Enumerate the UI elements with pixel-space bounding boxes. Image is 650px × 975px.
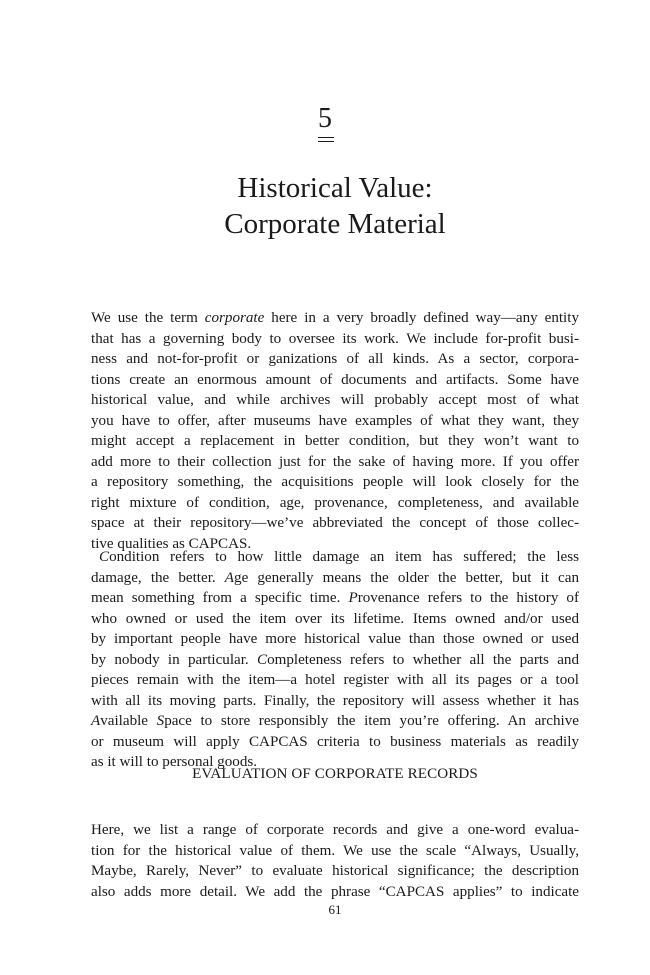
text-line: as it will to personal goods. — [91, 754, 258, 771]
text-line: might accept a replacement in better condition, but they won’t want to — [91, 433, 579, 450]
text-line: with all its moving parts. Finally, the repository will assess whether it has — [91, 692, 579, 709]
emphasis-text: S — [156, 713, 165, 730]
body-paragraph — [91, 308, 579, 555]
text-line: damage, the better. Age generally means the older the better, but it can — [91, 569, 579, 586]
text-line: or museum will apply CAPCAS criteria to business materials as readily — [91, 733, 579, 750]
text-line: tions create an enormous amount of documents and artifacts. Some have — [91, 371, 579, 388]
text-line: also adds more detail. We add the phrase “CAPCAS applies” to indicate — [91, 883, 579, 900]
text-line: We use the term corporate here in a very broadly defined way—any entity — [91, 310, 579, 326]
chapter-number-rule — [318, 137, 334, 142]
text-line: that has a governing body to oversee its work. We include for-profit busi- — [91, 330, 579, 347]
section-heading: EVALUATION OF CORPORATE RECORDS — [192, 766, 478, 782]
text-line: by important people have more historical value than those owned or used — [91, 631, 579, 648]
text-line: right mixture of condition, age, provenance, completeness, and available — [91, 494, 579, 511]
text-line: space at their repository—we’ve abbreviated the concept of those collec- — [91, 515, 579, 532]
chapter-title-line: Corporate Material — [224, 208, 446, 240]
text-line: by nobody in particular. Completeness refers to whether all the parts and — [91, 651, 579, 668]
text-line: who owned or used the item over its lifetime. Items owned and/or used — [91, 610, 579, 627]
body-paragraph — [91, 547, 579, 773]
text-line: Maybe, Rarely, Never” to evaluate historical significance; the description — [91, 863, 579, 880]
emphasis-text: C — [99, 549, 110, 565]
chapter-number: 5 — [318, 103, 332, 134]
text-line: Here, we list a range of corporate records and give a one-word evalua- — [91, 822, 579, 838]
text-line: Available Space to store responsibly the item you’re offering. An archive — [91, 713, 579, 730]
emphasis-text: A — [224, 569, 235, 586]
text-line: a repository something, the acquisitions people will look closely for the — [91, 474, 579, 491]
text-line: pieces remain with the item—a hotel register with all its pages or a tool — [91, 672, 579, 689]
text-line: Condition refers to how little damage an item has suffered; the less — [99, 549, 579, 565]
text-line: ness and not-for-profit or ganizations of all kinds. As a sector, corpora- — [91, 351, 579, 368]
emphasis-text: corporate — [204, 310, 265, 326]
text-line: mean something from a specific time. Provenance refers to the history of — [91, 590, 579, 607]
emphasis-text: A — [91, 713, 101, 730]
emphasis-text: P — [348, 590, 358, 607]
text-line: historical value, and while archives will probably accept most of what — [91, 392, 579, 409]
body-paragraph — [91, 820, 579, 902]
chapter-title-line: Historical Value: — [237, 172, 433, 204]
text-line: tion for the historical value of them. We use the scale “Always, Usually, — [91, 842, 579, 859]
text-line: you have to offer, after museums have examples of what they want, they — [91, 412, 579, 429]
page-number: 61 — [328, 902, 342, 917]
emphasis-text: C — [257, 651, 268, 668]
text-line: tive qualities as CAPCAS. — [91, 536, 252, 553]
chapter-title — [0, 170, 650, 242]
text-line: add more to their collection just for the sake of having more. If you offer — [91, 453, 579, 470]
